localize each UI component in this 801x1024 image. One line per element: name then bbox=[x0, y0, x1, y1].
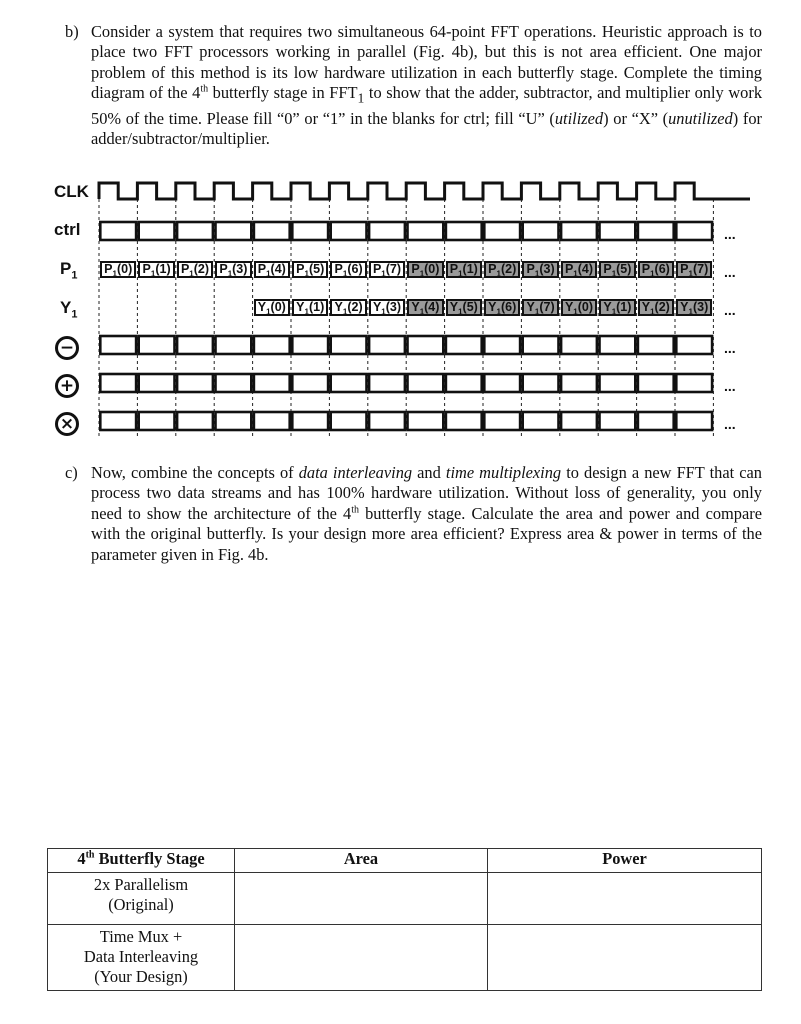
table-header-row bbox=[48, 849, 762, 873]
multiplier-blank[interactable] bbox=[484, 412, 520, 430]
ctrl-blank[interactable] bbox=[292, 222, 328, 240]
subtractor-blank[interactable] bbox=[254, 336, 290, 354]
p1-cell: $P_1(2)$ bbox=[177, 261, 213, 278]
row-design-area-cell[interactable] bbox=[235, 925, 488, 991]
clk-label: CLK bbox=[54, 182, 89, 201]
adder-blank[interactable] bbox=[484, 374, 520, 392]
y1-cell: $Y_1(6)$ bbox=[484, 299, 520, 316]
ctrl-blank[interactable] bbox=[331, 222, 367, 240]
multiplier-blank[interactable] bbox=[100, 412, 136, 430]
part-c-paragraph bbox=[65, 463, 762, 565]
ctrl-blank[interactable] bbox=[254, 222, 290, 240]
multiplier-blank[interactable] bbox=[216, 412, 252, 430]
y1-cell: $Y_1(4)$ bbox=[407, 299, 443, 316]
subtractor-blank[interactable] bbox=[523, 336, 559, 354]
adder-blank[interactable] bbox=[600, 374, 636, 392]
p1-cell: $P_1(6)$ bbox=[330, 261, 366, 278]
row-design-label: Time Mux + Data Interleaving (Your Design) bbox=[48, 925, 235, 991]
p1-cell: $P_1(4)$ bbox=[561, 261, 597, 278]
adder-blank[interactable] bbox=[561, 374, 597, 392]
subtractor-blank[interactable] bbox=[600, 336, 636, 354]
row-design-power-cell[interactable] bbox=[488, 925, 762, 991]
subtractor-blank[interactable] bbox=[638, 336, 674, 354]
p1-cell: $P_1(4)$ bbox=[254, 261, 290, 278]
adder-blank[interactable] bbox=[446, 374, 482, 392]
ctrl-blank[interactable] bbox=[100, 222, 136, 240]
ctrl-blank[interactable] bbox=[369, 222, 405, 240]
subtractor-blank[interactable] bbox=[446, 336, 482, 354]
y1-cell: $Y_1(1)$ bbox=[599, 299, 635, 316]
adder-icon: + bbox=[55, 374, 79, 398]
multiplier-blank[interactable] bbox=[177, 412, 213, 430]
multiplier-blank[interactable] bbox=[446, 412, 482, 430]
ctrl-blank[interactable] bbox=[600, 222, 636, 240]
ctrl-blank[interactable] bbox=[484, 222, 520, 240]
multiplier-icon: × bbox=[55, 412, 79, 436]
p1-cell: $P_1(6)$ bbox=[638, 261, 674, 278]
ctrl-blank[interactable] bbox=[216, 222, 252, 240]
adder-blank[interactable] bbox=[216, 374, 252, 392]
p1-cell: $P_1(5)$ bbox=[292, 261, 328, 278]
adder-blank[interactable] bbox=[331, 374, 367, 392]
subtractor-blank[interactable] bbox=[408, 336, 444, 354]
timing-grid bbox=[0, 0, 801, 450]
adder-blank[interactable] bbox=[369, 374, 405, 392]
multiplier-blank[interactable] bbox=[523, 412, 559, 430]
p1-cell: $P_1(1)$ bbox=[446, 261, 482, 278]
adder-blank[interactable] bbox=[523, 374, 559, 392]
y1-cell: $Y_1(2)$ bbox=[638, 299, 674, 316]
header-stage: 4th Butterfly Stage bbox=[48, 849, 235, 873]
ctrl-blank[interactable] bbox=[177, 222, 213, 240]
table-row bbox=[48, 925, 762, 991]
p1-cell: $P_1(7)$ bbox=[676, 261, 712, 278]
ctrl-label: ctrl bbox=[54, 220, 81, 239]
y1-cell: $Y_1(3)$ bbox=[676, 299, 712, 316]
y1-cell: $Y_1(5)$ bbox=[446, 299, 482, 316]
p1-cell: $P_1(1)$ bbox=[138, 261, 174, 278]
p1-cell: $P_1(3)$ bbox=[522, 261, 558, 278]
y1-cell: $Y_1(0)$ bbox=[254, 299, 290, 316]
row-original-area-cell[interactable] bbox=[235, 873, 488, 925]
clk-waveform bbox=[99, 183, 750, 199]
multiplier-blank[interactable] bbox=[292, 412, 328, 430]
y1-cell: $Y_1(3)$ bbox=[369, 299, 405, 316]
multiplier-ellipsis: ... bbox=[724, 416, 736, 432]
ctrl-blank[interactable] bbox=[676, 222, 712, 240]
y1-label-text: Y bbox=[60, 298, 72, 317]
y1-cell: $Y_1(0)$ bbox=[561, 299, 597, 316]
ctrl-blank[interactable] bbox=[446, 222, 482, 240]
subtractor-ellipsis: ... bbox=[724, 340, 736, 356]
subtractor-blank[interactable] bbox=[369, 336, 405, 354]
row-original-power-cell[interactable] bbox=[488, 873, 762, 925]
adder-blank[interactable] bbox=[177, 374, 213, 392]
subtractor-blank[interactable] bbox=[331, 336, 367, 354]
subtractor-blank[interactable] bbox=[484, 336, 520, 354]
p1-label-sub: 1 bbox=[71, 269, 78, 282]
y1-cell: $Y_1(2)$ bbox=[330, 299, 366, 316]
adder-blank[interactable] bbox=[292, 374, 328, 392]
multiplier-blank[interactable] bbox=[254, 412, 290, 430]
multiplier-blank[interactable] bbox=[369, 412, 405, 430]
row-original-label: 2x Parallelism (Original) bbox=[48, 873, 235, 925]
p1-ellipsis: ... bbox=[724, 264, 736, 280]
subtractor-blank[interactable] bbox=[139, 336, 175, 354]
adder-blank[interactable] bbox=[139, 374, 175, 392]
multiplier-blank[interactable] bbox=[561, 412, 597, 430]
header-power: Power bbox=[488, 849, 762, 873]
comparison-table bbox=[47, 848, 762, 991]
ctrl-ellipsis: ... bbox=[724, 226, 736, 242]
y1-ellipsis: ... bbox=[724, 302, 736, 318]
table-row bbox=[48, 873, 762, 925]
p1-cell: $P_1(0)$ bbox=[100, 261, 136, 278]
subtractor-blank[interactable] bbox=[561, 336, 597, 354]
adder-blank[interactable] bbox=[408, 374, 444, 392]
subtractor-blank[interactable] bbox=[100, 336, 136, 354]
ctrl-blank[interactable] bbox=[523, 222, 559, 240]
p1-cell: $P_1(0)$ bbox=[407, 261, 443, 278]
multiplier-blank[interactable] bbox=[331, 412, 367, 430]
p1-cell: $P_1(7)$ bbox=[369, 261, 405, 278]
p1-cell: $P_1(3)$ bbox=[215, 261, 251, 278]
subtractor-blank[interactable] bbox=[676, 336, 712, 354]
header-area: Area bbox=[235, 849, 488, 873]
subtractor-blank[interactable] bbox=[292, 336, 328, 354]
p1-label-text: P bbox=[60, 259, 72, 278]
multiplier-blank[interactable] bbox=[676, 412, 712, 430]
multiplier-blank[interactable] bbox=[139, 412, 175, 430]
multiplier-blank[interactable] bbox=[638, 412, 674, 430]
subtractor-blank[interactable] bbox=[177, 336, 213, 354]
part-c-label: c) bbox=[65, 463, 78, 482]
y1-cell: $Y_1(7)$ bbox=[522, 299, 558, 316]
p1-cell: $P_1(2)$ bbox=[484, 261, 520, 278]
adder-ellipsis: ... bbox=[724, 378, 736, 394]
y1-label-sub: 1 bbox=[71, 308, 78, 321]
ctrl-blank[interactable] bbox=[638, 222, 674, 240]
adder-blank[interactable] bbox=[638, 374, 674, 392]
part-b-text: Consider a system that requires two simultaneous 64-point FFT operations. Heuristic approach is to place two FFT processors working in parallel (Fig. 4b), but this is not area efficient. One major problem of this method is its low hardware utilization in each butterfly stage. Complete the timing diagram of the 4th butterfly stage in $FFT_1$ to show that the adder, subtractor, and multiplier only work 50% of the time. Please fill “0” or “1” in the blanks for ctrl; fill “U” (utilized) or “X” (unutilized) for adder/subtractor/multiplier. bbox=[91, 22, 763, 149]
p1-cell: $P_1(5)$ bbox=[599, 261, 635, 278]
adder-blank[interactable] bbox=[254, 374, 290, 392]
subtractor-icon: − bbox=[55, 336, 79, 360]
ctrl-blank[interactable] bbox=[139, 222, 175, 240]
adder-blank[interactable] bbox=[100, 374, 136, 392]
adder-blank[interactable] bbox=[676, 374, 712, 392]
multiplier-blank[interactable] bbox=[600, 412, 636, 430]
subtractor-blank[interactable] bbox=[216, 336, 252, 354]
ctrl-blank[interactable] bbox=[408, 222, 444, 240]
part-c-text: Now, combine the concepts of data interleaving and time multiplexing to design a new FFT that can process two data streams and has 100% hardware utilization. Without loss of generality, you only need to show the architecture of the 4th butterfly stage. Calculate the area and power and compare with the original butterfly. Is your design more area efficient? Express area & power in terms of the parameter given in Fig. 4b. bbox=[91, 463, 762, 564]
part-b-label: b) bbox=[65, 22, 79, 41]
multiplier-blank[interactable] bbox=[408, 412, 444, 430]
ctrl-blank[interactable] bbox=[561, 222, 597, 240]
y1-cell: $Y_1(1)$ bbox=[292, 299, 328, 316]
